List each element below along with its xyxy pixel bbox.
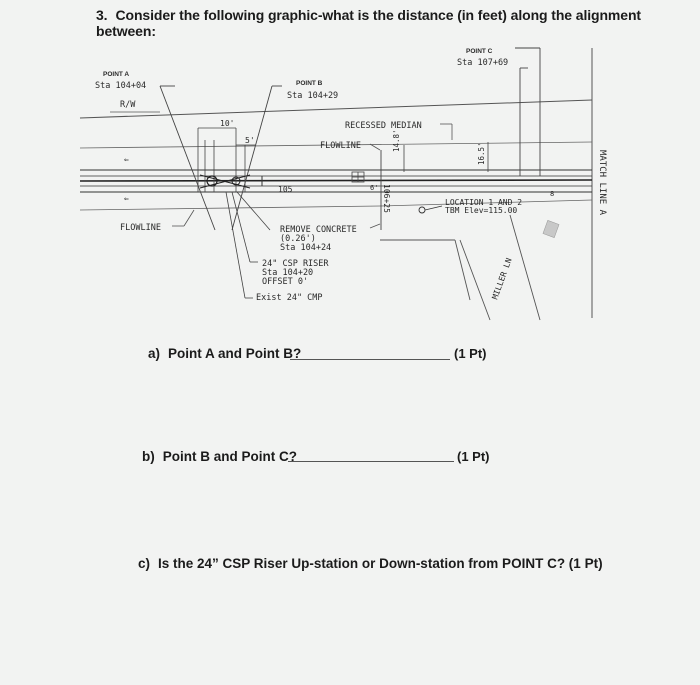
recessed-median-label: RECESSED MEDIAN: [345, 121, 422, 131]
remove-concrete-value: (0.26'): [280, 234, 316, 244]
miller-ln-label: MILLER LN: [490, 256, 514, 301]
question-c-text: Is the 24” CSP Riser Up-station or Down-station from POINT C? (1 Pt): [158, 556, 603, 571]
point-b-station: Sta 104+29: [287, 91, 339, 101]
remove-concrete-station: Sta 104+24: [280, 243, 332, 253]
rw-label: R/W: [120, 100, 136, 110]
station-mark-8: 8: [550, 190, 555, 198]
question-text: Consider the following graphic-what is the distance (in feet) along the alignment between:: [96, 7, 641, 39]
station-106-25-label: 106+25: [382, 184, 391, 213]
question-a-label: a): [148, 346, 161, 361]
flowline-top-label: FLOWLINE: [320, 141, 361, 151]
question-b-text: Point B and Point C?: [162, 449, 297, 464]
answer-b-field[interactable]: [288, 461, 454, 462]
question-a-points: (1 Pt): [454, 346, 487, 361]
alignment-drawing: [0, 0, 700, 330]
point-b-title: POINT B: [296, 80, 323, 87]
riser-title-label: 24" CSP RISER: [262, 259, 329, 269]
dim-5-label: 5': [245, 136, 255, 145]
svg-text:⇐: ⇐: [124, 155, 129, 164]
question-a-text: Point A and Point B?: [168, 346, 302, 361]
point-c-station: Sta 107+69: [457, 58, 509, 68]
question-c-label: c): [138, 556, 151, 571]
question-c: [138, 556, 603, 571]
tbm-label: TBM Elev=115.00: [445, 206, 518, 215]
riser-station-label: Sta 104+20: [262, 268, 314, 278]
riser-offset-label: OFFSET 0': [262, 277, 309, 287]
question-number: 3.: [96, 7, 108, 23]
exist-cmp-label: Exist 24" CMP: [256, 293, 323, 303]
flowline-left-label: FLOWLINE: [120, 223, 161, 233]
question-b: [142, 449, 297, 464]
question-b-label: b): [142, 449, 155, 464]
answer-a-field[interactable]: [290, 359, 450, 360]
match-line-label: MATCH LINE A: [597, 150, 607, 216]
question-a: [148, 346, 301, 361]
station-mark-6: 6': [370, 184, 379, 192]
point-c-title: POINT C: [466, 48, 493, 55]
remove-concrete-label: REMOVE CONCRETE: [280, 225, 357, 235]
dim-16-5-label: 16.5': [477, 142, 486, 165]
svg-text:⇐: ⇐: [124, 194, 129, 203]
location-label: LOCATION 1 AND 2: [445, 198, 523, 207]
station-105-label: 105: [278, 185, 293, 194]
dim-14-8-label: 14.8': [392, 129, 401, 152]
question-b-points: (1 Pt): [457, 449, 490, 464]
dim-10-label: 10': [220, 119, 235, 128]
point-a-title: POINT A: [103, 71, 130, 78]
point-a-station: Sta 104+04: [95, 81, 147, 91]
